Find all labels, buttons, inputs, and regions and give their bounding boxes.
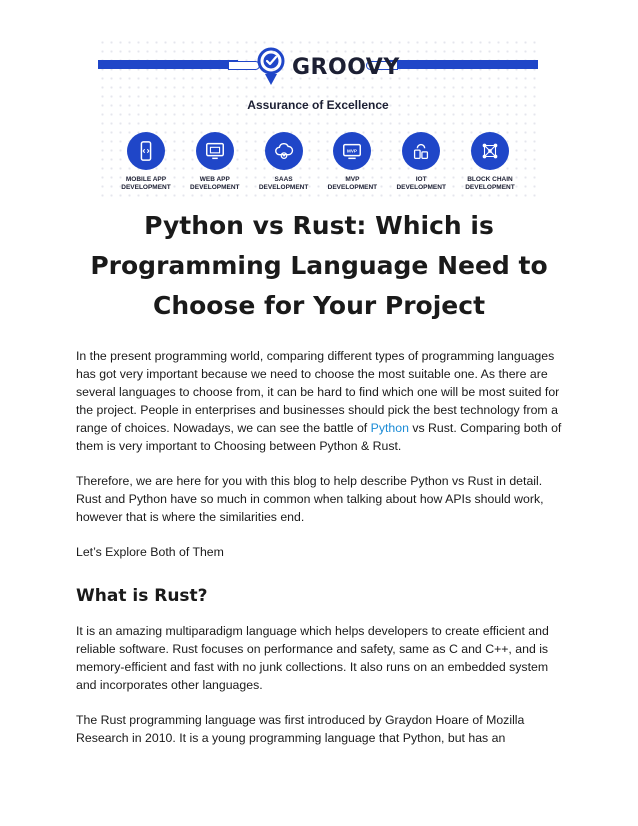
services-row: [112, 132, 524, 192]
mobile-code-icon: [127, 132, 165, 170]
paragraph-intro-start: In the present programming world, comparing different types of programming languages has got very important because we need to choose the most suitable one. As there are several languages to choose from, it can be hard to find which one will be most suited for the project. People in enterprises and businesses should pick the best technology from a range of choices. Nowadays, we can see the battle of: [76, 349, 560, 435]
iot-devices-icon: [402, 132, 440, 170]
service-web-app: [181, 132, 249, 192]
brand-name: GROOVY: [292, 54, 400, 80]
tagline: Assurance of Excellence: [247, 98, 389, 112]
python-link[interactable]: Python: [370, 421, 409, 435]
banner-band-left: [98, 60, 238, 69]
service-mobile-app: [112, 132, 180, 192]
article-title: Python vs Rust: Which is Programming Language Need to Choose for Your Project: [90, 211, 548, 320]
paragraph-intro: [76, 347, 566, 455]
paragraph-rust-definition: It is an amazing multiparadigm language which helps developers to create efficient and reliable software. Rust focuses on performance and safety, same as C and C++, and is memory-efficient and fast with no junk collections. It also runs on an embedded system and incorporates other languages.: [76, 624, 549, 692]
browser-window-icon: [196, 132, 234, 170]
section-heading-rust: What is Rust?: [76, 586, 208, 606]
service-block-chain: [456, 132, 524, 192]
paragraph-explore: Let’s Explore Both of Them: [76, 545, 224, 559]
svg-text:MVP: MVP: [347, 148, 358, 154]
shield-check-icon: [256, 47, 286, 87]
paragraph-intro-end: vs Rust. Comparing both of them is very important to Choosing between Python & Rust.: [76, 421, 562, 453]
service-label: IOT DEVELOPMENT: [396, 176, 446, 191]
service-iot: [387, 132, 455, 192]
service-label: MVP DEVELOPMENT: [327, 176, 378, 191]
article-body: [76, 347, 566, 747]
banner-band-right: [388, 60, 538, 69]
service-label: BLOCK CHAIN DEVELOPMENT: [465, 176, 515, 191]
paragraph-rust-history: The Rust programming language was first introduced by Graydon Hoare of Mozilla Research in 2010. It is a young programming language that Python, but has an: [76, 713, 525, 745]
mvp-screen-icon: [333, 132, 371, 170]
paragraph-purpose: Therefore, we are here for you with this blog to help describe Python vs Rust in detail. Rust and Python have so much in common when talking about how APIs should work, however that is where the similarities end.: [76, 474, 544, 524]
service-mvp: [318, 132, 386, 192]
groovy-banner: [98, 38, 538, 198]
service-label: SAAS DEVELOPMENT: [258, 176, 309, 191]
groovy-logo: [256, 44, 400, 90]
service-label: MOBILE APP DEVELOPMENT: [121, 176, 171, 191]
cloud-gear-icon: [265, 132, 303, 170]
service-label: WEB APP DEVELOPMENT: [190, 176, 240, 191]
service-saas: [250, 132, 318, 192]
network-nodes-icon: [471, 132, 509, 170]
